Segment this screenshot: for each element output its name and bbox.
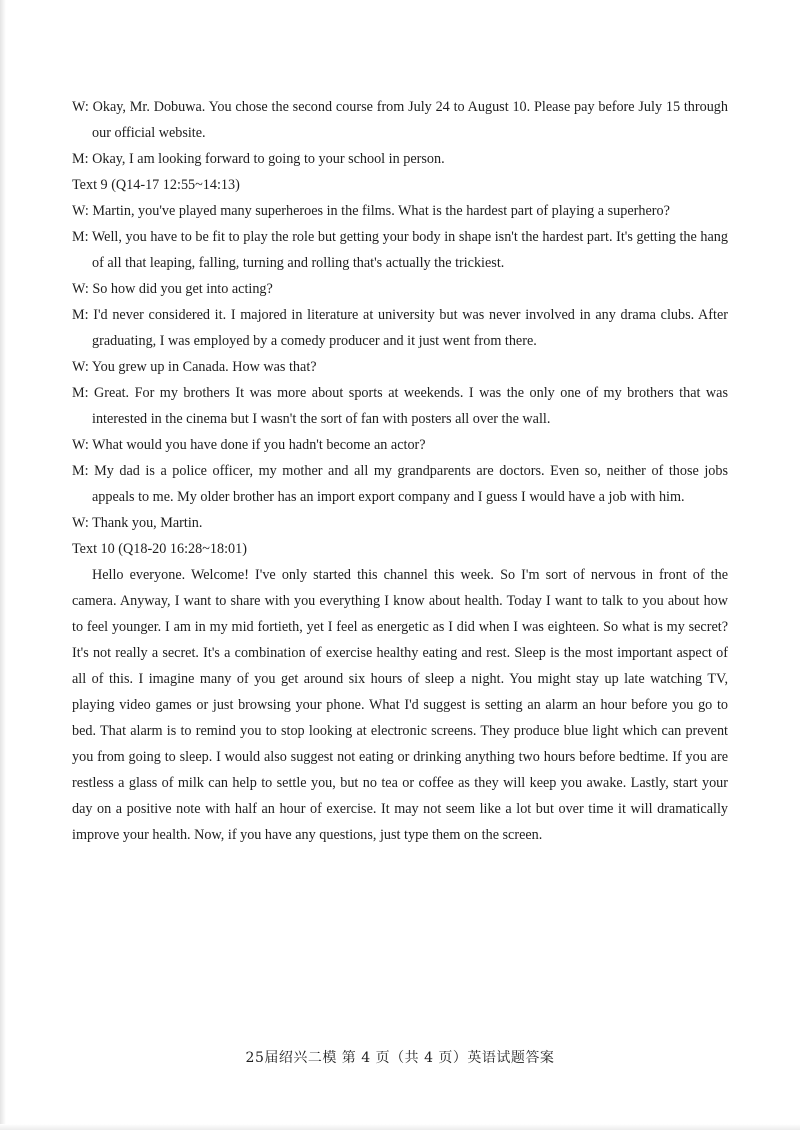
dialogue-line-w-actor: W: What would you have done if you hadn't become an actor? bbox=[72, 437, 426, 453]
dialogue-line-w-superheroes: W: Martin, you've played many superheroes in the films. What is the hardest part of playing a superhero? bbox=[72, 203, 670, 219]
dialogue-line-w-acting: W: So how did you get into acting? bbox=[72, 281, 273, 297]
dialogue-line-w-course: W: Okay, Mr. Dobuwa. You chose the second course from July 24 to August 10. Please pay before July 15 through our official website. bbox=[72, 99, 728, 141]
dialogue-line-m-looking-forward: M: Okay, I am looking forward to going to your school in person. bbox=[72, 151, 445, 167]
scan-edge-left bbox=[0, 0, 6, 1130]
dialogue-line-m-dad: M: My dad is a police officer, my mother and all my grandparents are doctors. Even so, neither of those jobs appeals to me. My older brother has an import export company and I guess I would have a job with him. bbox=[72, 463, 728, 505]
scan-edge-bottom bbox=[0, 1124, 800, 1130]
section-label-text-9: Text 9 (Q14-17 12:55~14:13) bbox=[72, 177, 240, 193]
section-label-text-10: Text 10 (Q18-20 16:28~18:01) bbox=[72, 541, 247, 557]
dialogue-line-w-canada: W: You grew up in Canada. How was that? bbox=[72, 359, 317, 375]
dialogue-line-m-fit: M: Well, you have to be fit to play the role but getting your body in shape isn't the hardest part. It's getting the hang of all that leaping, falling, turning and rolling that's actually the trickiest. bbox=[72, 229, 728, 271]
dialogue-line-w-thanks: W: Thank you, Martin. bbox=[72, 515, 203, 531]
dialogue-line-m-literature: M: I'd never considered it. I majored in literature at university but was never involved in any drama clubs. After graduating, I was employed by a comedy producer and it just went from there. bbox=[72, 307, 728, 349]
monologue-paragraph: Hello everyone. Welcome! I've only started this channel this week. So I'm sort of nervous in front of the camera. Anyway, I want to share with you everything I know about health. Today I want to talk to you about how to feel younger. I am in my mid fortieth, yet I feel as energetic as I did when I was eighteen. So what is my secret? It's not really a secret. It's a combination of exercise healthy eating and rest. Sleep is the most important aspect of all of this. I imagine many of you get around six hours of sleep a night. You might stay up late watching TV, playing video games or just browsing your phone. What I'd suggest is setting an alarm an hour before you go to bed. That alarm is to remind you to stop looking at electronic screens. They produce blue light which can prevent you from going to sleep. I would also suggest not eating or drinking anything two hours before bedtime. If you are restless a glass of milk can help to settle you, but no tea or coffee as they will keep you awake. Lastly, start your day on a positive note with half an hour of exercise. It may not seem like a lot but over time it will dramatically improve your health. Now, if you have any questions, just type them on the screen. bbox=[72, 567, 728, 843]
page-footer: 25届绍兴二模 第 4 页（共 4 页）英语试题答案 bbox=[245, 1050, 555, 1066]
transcript-content bbox=[72, 94, 728, 848]
dialogue-line-m-brothers: M: Great. For my brothers It was more about sports at weekends. I was the only one of my brothers that was interested in the cinema but I wasn't the sort of fan with posters all over the wall. bbox=[72, 385, 728, 427]
